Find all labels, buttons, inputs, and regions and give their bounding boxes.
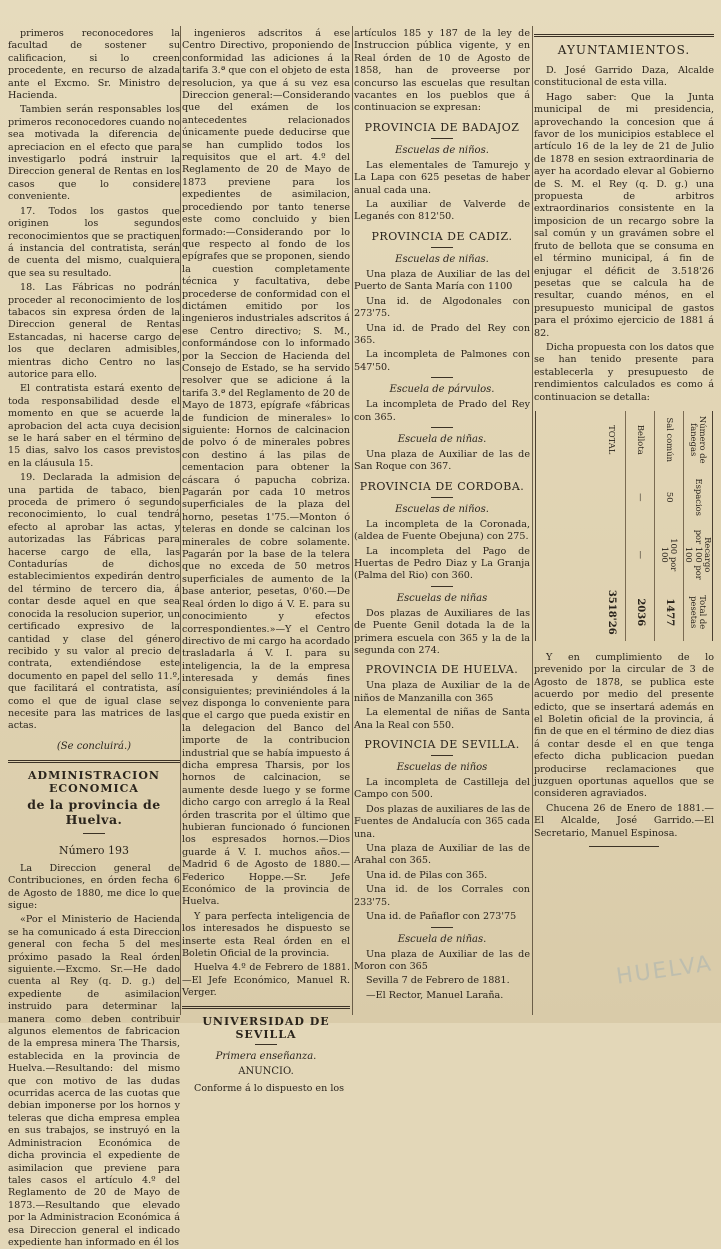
table-cell: 3518'26 bbox=[605, 589, 617, 635]
vacancy-item: Una plaza de Auxiliar de las de Arahal con 365. bbox=[354, 843, 530, 867]
vacancy-item: Una plaza de Auxiliar de las de San Roque con 367. bbox=[354, 448, 530, 473]
school-type-heading: Escuelas de niños. bbox=[395, 503, 489, 515]
province-heading: PROVINCIA DE SEVILLA. bbox=[364, 738, 520, 752]
table-cell: — bbox=[635, 550, 646, 559]
vacancy-item: Una id. de Algodonales con 273'75. bbox=[354, 295, 530, 320]
col2-paragraphs bbox=[182, 28, 350, 1000]
vacancy-item: Una id. de Pañaflor con 273'75 bbox=[366, 911, 517, 923]
university-title: UNIVERSIDAD DE SEVILLA bbox=[202, 1014, 330, 1041]
table-row bbox=[654, 411, 683, 641]
short-rule bbox=[255, 1044, 277, 1045]
paragraph: Y para perfecta inteligencia de los interesados he dispuesto se inserte esta Real órden en el Boletin Oficial de la provincia. bbox=[182, 910, 350, 960]
signature-rector: —El Rector, Manuel Laraña. bbox=[366, 989, 504, 1001]
short-rule bbox=[83, 833, 105, 834]
library-watermark: HUELVA bbox=[614, 951, 715, 990]
col1-paragraphs-2 bbox=[8, 863, 180, 1249]
column-2 bbox=[182, 28, 350, 1094]
short-rule bbox=[431, 138, 453, 139]
paragraph: La Direccion general de Contribuciones, en órden fecha 6 de Agosto de 1880, me dice lo que sigue: bbox=[8, 862, 180, 911]
table-row bbox=[625, 411, 654, 641]
table-cell: 100 por 100 bbox=[660, 538, 680, 572]
section-rule bbox=[8, 760, 180, 763]
short-rule bbox=[431, 247, 453, 248]
vacancy-item: La incompleta del Pago de Huertas de Pedro Diaz y La Granja (Palma del Rio) con 360. bbox=[354, 545, 530, 582]
university-subtitle: Primera enseñanza. bbox=[215, 1050, 317, 1062]
paragraph: 19. Declarada la admision de una partida de tabaco, bien proceda de primero ó segundo reconocimiento, lo cual tendrá efecto al aprobar las actas, y autorizadas las Fábricas para hacerse cargo de ella, las Contadurías de dichos establecimientos expedirán dentro del término de tercero dia, á contar desde aquel en que sea conocida la resolucion superior, un certificado expresivo de la cantidad y clase del género recibido y su valor al precio de contrata, extendiéndose este documento en papel del sello 11.º, que facilitará el contratista, así como el que de igual clase se necesite para las matrices de las actas. bbox=[8, 472, 180, 732]
province-heading: PROVINCIA DE CORDOBA. bbox=[359, 479, 525, 493]
school-type-heading: Escuela de párvulos. bbox=[389, 384, 495, 396]
vacancy-item: Una plaza de Auxiliar de las del Puerto de Santa María con 1100 bbox=[354, 268, 530, 293]
vacancy-item: Una plaza de Auxiliar de las de Moron con 365 bbox=[354, 948, 530, 972]
paragraph: D. José Garrido Daza, Alcalde constitucional de esta villa. bbox=[534, 65, 714, 89]
vacancy-item: La incompleta de Castilleja del Campo con 500. bbox=[354, 777, 530, 801]
section-rule bbox=[534, 34, 714, 37]
column-divider bbox=[352, 26, 353, 1015]
admin-subtitle: de la provincia de Huelva. bbox=[27, 796, 161, 827]
table-row bbox=[597, 411, 625, 641]
vacancy-item: Dos plazas de auxiliares de las de Fuentes de Andalucía con 365 cada una. bbox=[354, 803, 530, 840]
vacancy-item: Una id. de los Corrales con 233'75. bbox=[354, 884, 530, 908]
short-rule bbox=[431, 927, 453, 928]
vacancy-item: Una plaza de Auxiliar de la de niños de Manzanilla con 365 bbox=[354, 680, 530, 704]
short-rule bbox=[431, 755, 453, 756]
table-header-cell: Espacios bbox=[693, 478, 704, 516]
concurso-intro: artículos 185 y 187 de la ley de Instruccion pública vigente, y en Real órden de 10 de Agosto de 1858, han de proveerse por concurso las escuelas que resultan vacantes en los pueblos que á continuacion se expresan: bbox=[354, 28, 530, 114]
paragraph: 17. Todos los gastos que originen los segundos reconocimientos que se practiquen á instancia del contratista, serán de cuenta del mismo, cualquiera que sea su resultado. bbox=[8, 205, 180, 279]
paragraph: primeros reconocedores la facultad de sostener su calificacion, si lo creen procedente, en recurso de alzada ante el Excmo. Sr. Ministro de Hacienda. bbox=[8, 28, 180, 102]
school-type-heading: Escuela de niñas. bbox=[397, 433, 487, 445]
short-rule bbox=[431, 427, 453, 428]
province-heading: PROVINCIA DE BADAJOZ bbox=[364, 120, 520, 134]
paragraph: Hago saber: Que la Junta municipal de mi presidencia, aprovechando la concesion que á favor de los municipios establece el artículo 16 de la ley de 21 de Julio de 1878 en sesion extraordinaria de ayer ha acordado elevar al Gobierno de S. M. el Rey (q. D. g.) una propuesta de arbitros extraordinarios consistente en la imposicion de un recargo sobre la sal común y un gravámen sobre el fruto de bellota que se consuma en el término municipal, á fin de enjugar el déficit de 3.518'26 pesetas que se calcula ha de resultar, cuando ménos, en el presupuesto municipal de gastos para el próximo ejercicio de 1881 á 82. bbox=[534, 91, 714, 339]
table-header-cell: Recargo por 100 por 100 bbox=[684, 529, 714, 580]
arbitrios-table bbox=[535, 411, 713, 641]
section-rule bbox=[182, 1006, 350, 1009]
vacancy-item: Una id. de Prado del Rey con 365. bbox=[354, 322, 530, 346]
admin-title: ADMINISTRACION ECONOMICA bbox=[28, 768, 160, 795]
column-4 bbox=[534, 28, 714, 1017]
province-sections bbox=[354, 121, 530, 973]
school-type-heading: Escuelas de niñas bbox=[396, 592, 488, 604]
vacancy-item: La incompleta de Palmones con 547'50. bbox=[354, 349, 530, 373]
table-cell: 1477 bbox=[663, 598, 675, 627]
vacancy-item: Una id. de Pilas con 365. bbox=[366, 869, 488, 881]
school-type-heading: Escuela de niñas. bbox=[397, 933, 487, 945]
rotated-table-region bbox=[534, 408, 714, 644]
column-1 bbox=[8, 28, 180, 1248]
paragraph: 18. Las Fábricas no podrán proceder al reconocimiento de los tabacos sin expresa órden de la Direccion general de Rentas Estancadas, ni hacerse cargo de los que declaren admisibles, mientras dicho Centro no las autorice para ello. bbox=[8, 282, 180, 380]
table-cell: 2036 bbox=[634, 598, 646, 627]
paragraph: «Por el Ministerio de Hacienda se ha comunicado á esta Direccion general con fecha 5 del mes próximo pasado la Real órden siguiente.—Excmo. Sr.—He dado cuenta al Rey (q. D. g.) del expediente de asimilacion instruido para determinar la manera como deben contribuir algunos elementos de fabricacion de la empresa minera The Tharsis, establecida en la provincia de Huelva.—Resultando: del mismo que con motivo de las dudas ocurridas acerca de las cuotas que debian imponerse por los hornos y teleras que dicha empresa emplea en sus trabajos, se instruyó en la Administracion Económica de dicha provincia el expediente de asimilacion que previene para tales casos el artículo 4.º del Reglamento de 20 de Mayo de 1873.—Resultando que elevado por la Administracion Económica á esa Direccion general el indicado expediente han informado en él los bbox=[8, 914, 180, 1248]
vacancy-item: La elemental de niñas de Santa Ana la Real con 550. bbox=[354, 707, 530, 731]
col1-paragraphs bbox=[8, 28, 180, 733]
table-cell: — bbox=[635, 493, 646, 502]
school-type-heading: Escuelas de niños bbox=[396, 762, 488, 774]
province-heading: PROVINCIA DE CADIZ. bbox=[371, 229, 513, 243]
table-cell: Bellota bbox=[635, 424, 646, 455]
province-heading: PROVINCIA DE HUELVA. bbox=[365, 663, 519, 677]
table-header-cell: Total de pesetas bbox=[689, 595, 709, 630]
table-header-cell: Número de fanegas bbox=[689, 415, 709, 464]
col4-paragraphs bbox=[534, 65, 714, 404]
paragraph: Y en cumplimiento de lo prevenido por la circular de 3 de Agosto de 1878, se publica este acuerdo por medio del presente edicto, que se insertará además en el Boletin oficial de la provincia, á fin de que en el término de diez dias á contar desde el en que tenga efecto dicha publicacion puedan producirse reclamaciones que juzguen oportunas aquellos que se consideren agraviados. bbox=[534, 651, 714, 800]
column-divider bbox=[532, 26, 533, 1015]
school-type-heading: Escuelas de niñas. bbox=[395, 253, 489, 265]
col4-paragraphs-2 bbox=[534, 652, 714, 801]
paragraph: ingenieros adscritos á ese Centro Directivo, proponiendo de conformidad las adiciones á la tarifa 3.ª que con el objeto de esta resolucion, ya que á su vez esa Direccion general:—Considerando que del exámen de los antecedentes relacionados únicamente puede deducirse que se han cumplido todos los requisitos que el art. 4.º del Reglamento de 20 de Mayo de 1873 previene para los expedientes de asimilacion, procediendo por tanto tenerse este como concluido y bien formado:—Considerando por lo que respecto al fondo de los epígrafes que se proponen, siendo la cuestion completamente técnica y facultativa, debe procederse de conformidad con el dictámen emitido por los ingenieros industriales adscritos á ese Centro directivo; S. M., conformándose con lo informado por la Seccion de Hacienda del Consejo de Estado, se ha servido resolver que se adicione á la tarifa 3.ª del Reglamento de 20 de Mayo de 1873, epígrafe «fábricas de fundicion de minerales» lo siguiente: Hornos de calcinacion de polvo ó de minerales pobres con destino á las pilas de cementacion para obtener la cáscara ó papucha cobriza. Pagarán por cada 10 metros superficiales de la plaza del horno, pesetas 1'75.—Monton ó teleras en donde se calcinan los minerales de cobre solamente. Pagarán por la base de la telera que no exceda de 50 metros superficiales de aumento de la base anterior, pesetas, 0'60.—De Real órden lo digo á V. E. para su conocimiento y efectos correspondientes.»—Y el Centro directivo de mi cargo ha acordado trasladarla á V. I. para su inteligencia, la de la empresa interesada y demás fines consiguientes; previniéndoles á la vez disponga lo conveniente para que el cargo que pueda existir en la delegacion del Banco del importe de la contribucion industrial que se había impuesto á dicha empresa Tharsis, por los hornos de calcinacion, se aumente desde luego y se forme dicho cargo con arreglo á la Real órden trascrita por el último que hubieran funcionado ó funcionen los espresados hornos.—Dios guarde á V. I. muchos años.—Madrid 6 de Agosto de 1880.—Federico Hoppe.—Sr. Jefe Económico de la provincia de Huelva. bbox=[182, 28, 350, 908]
concluira-note: (Se concluirá.) bbox=[56, 740, 132, 752]
table-cell: TOTAL bbox=[606, 425, 617, 455]
column-3 bbox=[354, 28, 530, 1017]
ayuntamientos-title: AYUNTAMIENTOS. bbox=[557, 43, 691, 57]
vacancy-item: Las elementales de Tamurejo y La Lapa con 625 pesetas de haber anual cada una. bbox=[354, 159, 530, 196]
footer-rule bbox=[589, 846, 659, 847]
short-rule bbox=[431, 377, 453, 378]
vacancy-item: La incompleta de la Coronada, (aldea de Fuente Obejuna) con 275. bbox=[354, 518, 530, 543]
paragraph: Huelva 4.º de Febrero de 1881.—El Jefe Económico, Manuel R. Verger. bbox=[182, 962, 350, 999]
numero-heading: Número 193 bbox=[58, 843, 130, 857]
column-divider bbox=[180, 26, 181, 1015]
anuncio-heading: ANUNCIO. bbox=[238, 1065, 294, 1077]
signature-date: Sevilla 7 de Febrero de 1881. bbox=[366, 975, 510, 987]
table-cell: 50 bbox=[664, 491, 675, 503]
short-rule bbox=[431, 497, 453, 498]
vacancy-item: La incompleta de Prado del Rey con 365. bbox=[354, 399, 530, 423]
paragraph: Tambien serán responsables los primeros reconocedores cuando no sea motivada la diferencia de apreciacion en el efecto que para investigarlo podrá instruir la Direccion general de Rentas en los casos que lo considere conveniente. bbox=[8, 104, 180, 203]
school-type-heading: Escuelas de niños. bbox=[395, 144, 489, 156]
table-cell: Sal común bbox=[664, 417, 675, 462]
table-header-row bbox=[683, 411, 712, 641]
vacancy-item: Dos plazas de Auxiliares de las de Puente Genil dotada la de la primera escuela con 365 y la de la segunda con 274. bbox=[354, 607, 530, 656]
paragraph: El contratista estará exento de toda responsabilidad desde el momento en que se acuerde la aprobacion del acta cuya decision se le hará saber en el término de 15 dias, salvo los casos previstos en la cláusula 15. bbox=[8, 383, 180, 469]
paragraph: Dicha propuesta con los datos que se han tenido presente para establecerla y presupuesto de rendimientos calculados es como á continuacion se detalla: bbox=[534, 341, 714, 403]
anuncio-opening: Conforme á lo dispuesto en los bbox=[194, 1082, 345, 1094]
vacancy-item: La auxiliar de Valverde de Leganés con 812'50. bbox=[354, 199, 530, 223]
short-rule bbox=[431, 586, 453, 587]
ayuntamiento-signature: Chucena 26 de Enero de 1881.—El Alcalde, José Garrido.—El Secretario, Manuel Espinosa. bbox=[534, 802, 714, 839]
